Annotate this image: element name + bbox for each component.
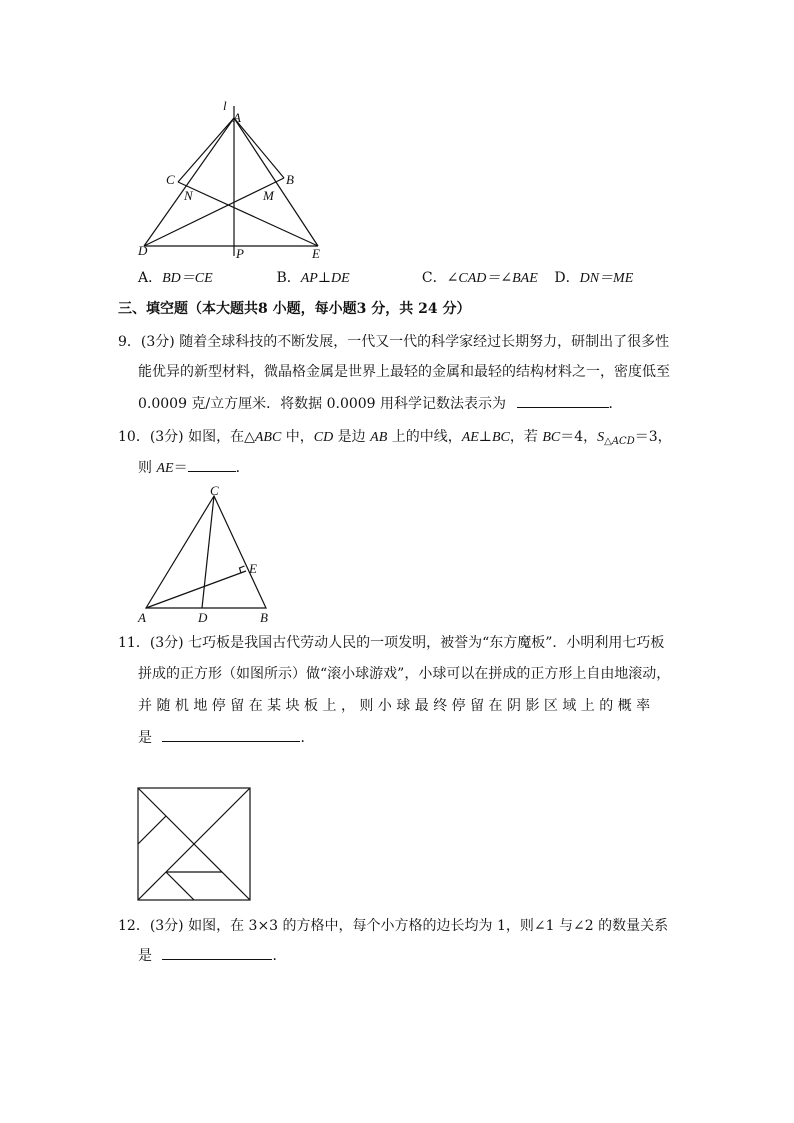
- q12-line2: 是 ．: [138, 945, 286, 966]
- label-B: B: [260, 610, 268, 625]
- label-P: P: [236, 246, 244, 261]
- segment-AD: [144, 118, 234, 246]
- figure-tangram: [136, 786, 254, 904]
- label-E: E: [312, 246, 320, 261]
- q10-line2: 则 AE＝ ．: [138, 457, 250, 479]
- segment-AB: [234, 118, 284, 178]
- option-a[interactable]: A．BD＝CE: [138, 270, 213, 286]
- label-A: A: [138, 610, 146, 625]
- segment-AE: [146, 571, 246, 608]
- label-D: D: [198, 610, 208, 625]
- label-E: E: [249, 561, 257, 576]
- q12-answer-blank[interactable]: [162, 945, 272, 960]
- q11-line4: 是 ．: [138, 727, 314, 748]
- tangram-left-cut: [138, 816, 166, 844]
- q11-line3: 并 随 机 地 停 留 在 某 块 板 上 ， 则 小 球 最 终 停 留 在 阴 影 区 域 上 的 概 率: [138, 698, 651, 714]
- label-l: l: [223, 98, 227, 113]
- q9-line3: 0.0009 克/立方厘米．将数据 0.0009 用科学记数法表示为 ．: [138, 393, 623, 414]
- q10-line1: 10．(3分) 如图，在△ABC 中，CD 是边 AB 上的中线，AE⊥BC，若 BC＝4，$S_{\triangle ACD}=3$，: [118, 429, 672, 447]
- q11-line2: 拼成的正方形（如图所示）做“滚小球游戏”，小球可以在拼成的正方形上自由地滚动，: [138, 666, 671, 682]
- label-M: M: [263, 188, 274, 203]
- segment-AC: [178, 118, 234, 182]
- option-c[interactable]: C．∠CAD＝∠BAE: [421, 270, 538, 286]
- label-C: C: [210, 483, 219, 498]
- tangram-lower-cut-2: [166, 872, 194, 900]
- triangle-ABC: [146, 496, 266, 608]
- label-A: A: [233, 110, 241, 125]
- tangram-diagonal-upper: [166, 788, 250, 872]
- q12-line1: 12．(3分) 如图，在 3×3 的方格中，每个小方格的边长均为 1，则∠1 与∠2 的数量关系: [118, 918, 669, 934]
- figure-q8: [130, 96, 340, 266]
- q9-line1: 9．(3分) 随着全球科技的不断发展，一代又一代的科学家经过长期努力，研制出了很多性: [118, 334, 670, 350]
- label-C: C: [166, 172, 175, 187]
- q9-line2: 能优异的新型材料，微晶格金属是世界上最轻的金属和最轻的结构材料之一，密度低至: [138, 364, 670, 380]
- q10-answer-blank[interactable]: [188, 457, 236, 472]
- section-heading: 三、填空题（本大题共8 小题，每小题3 分，共 24 分）: [118, 301, 471, 317]
- label-D: D: [138, 243, 148, 258]
- q8-options: [138, 268, 633, 289]
- q9-answer-blank[interactable]: [517, 393, 609, 408]
- q11-answer-blank[interactable]: [162, 727, 300, 742]
- tangram-lower-cut: [138, 872, 166, 900]
- q11-line1: 11．(3分) 七巧板是我国古代劳动人民的一项发明，被誉为“东方魔板”．小明利用七巧板: [118, 635, 665, 651]
- option-b[interactable]: B．AP⊥DE: [276, 270, 350, 286]
- option-d[interactable]: D．DN＝ME: [554, 270, 634, 286]
- label-N: N: [184, 188, 193, 203]
- label-B: B: [286, 172, 294, 187]
- figure-q10: [132, 480, 282, 628]
